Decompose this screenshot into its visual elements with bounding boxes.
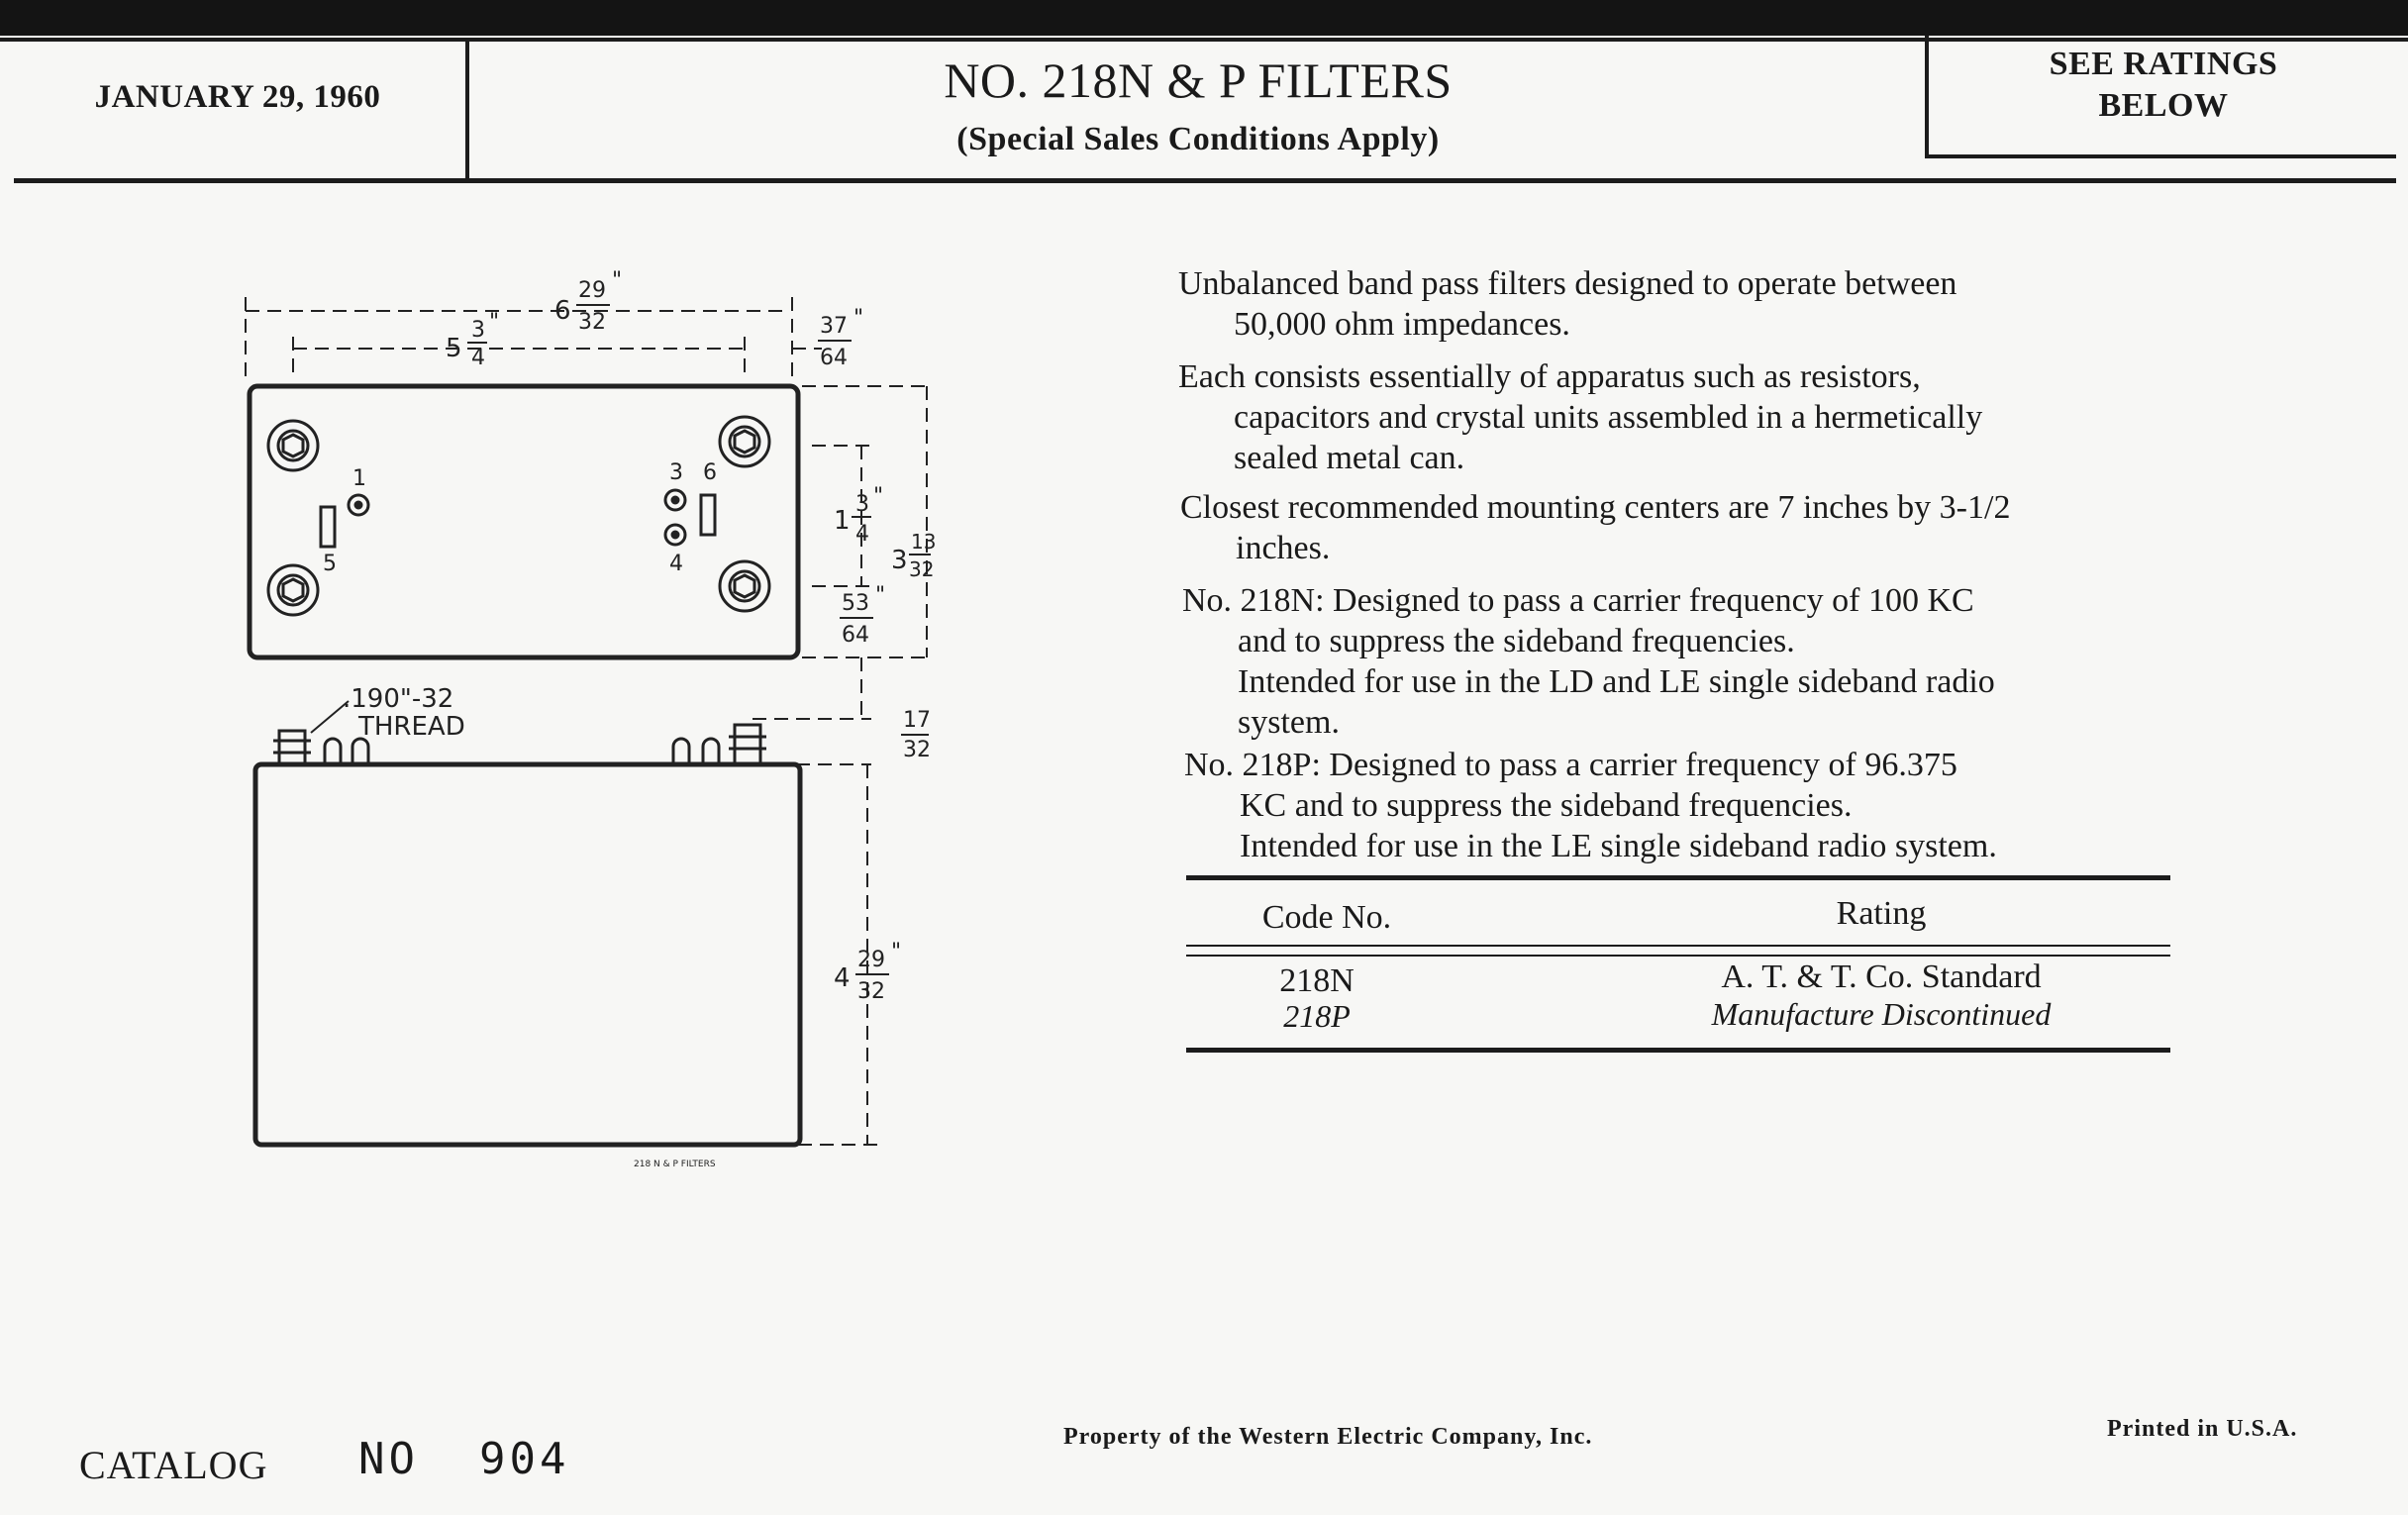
thread-leader xyxy=(311,701,349,733)
table-bottom-rule xyxy=(1186,1048,2170,1053)
mounting-stud-icon xyxy=(268,417,769,615)
desc-line: Intended for use in the LE single sideband radio system. xyxy=(1240,828,1997,864)
dim-overall-inch: " xyxy=(612,268,623,293)
dim-vspace-den: 4 xyxy=(855,522,869,547)
table-row-code: 218N xyxy=(1279,962,1354,999)
table-header-rule xyxy=(1186,945,2170,947)
desc-line: Each consists essentially of apparatus such as resistors, xyxy=(1178,358,1921,395)
table-row-rating: A. T. & T. Co. Standard xyxy=(1721,959,2042,995)
desc-line: Closest recommended mounting centers are 7 inches by 3-1/2 xyxy=(1180,489,2011,526)
desc-line: No. 218N: Designed to pass a carrier frequency of 100 KC xyxy=(1182,582,1974,619)
desc-line: KC and to suppress the sideband frequencies. xyxy=(1240,787,1853,824)
header-right-underline xyxy=(1925,154,2396,158)
terminal-label-4: 4 xyxy=(669,552,683,576)
dim-bottom-num: 53 xyxy=(842,591,869,616)
dim-edge-inch: " xyxy=(853,306,864,331)
table-row-code: 218P xyxy=(1283,998,1351,1034)
dim-height-den: 32 xyxy=(857,979,885,1004)
dim-overall-den: 32 xyxy=(578,310,606,335)
drawing-caption: 218 N & P FILTERS xyxy=(634,1160,716,1169)
dim-depth-num: 13 xyxy=(911,530,937,554)
desc-line: Intended for use in the LD and LE single sideband radio xyxy=(1238,663,1995,700)
table-header-code: Code No. xyxy=(1261,899,1392,936)
dim-height-inch: " xyxy=(891,940,902,964)
side-terminals xyxy=(273,725,766,764)
ratings-note xyxy=(1931,44,2396,127)
desc-line: and to suppress the sideband frequencies. xyxy=(1238,623,1795,659)
thread-label-line1: .190"-32 xyxy=(343,684,454,714)
dim-edge-den: 64 xyxy=(820,346,848,370)
ratings-note-line2: BELOW xyxy=(2098,87,2229,124)
dim-stud-num: 17 xyxy=(903,708,931,733)
description-p1 xyxy=(1178,263,1956,345)
dim-depth-den: 32 xyxy=(909,557,935,581)
dimension-lines xyxy=(246,297,931,1145)
table-row-rating: Manufacture Discontinued xyxy=(1711,996,2052,1032)
desc-line: capacitors and crystal units assembled in a hermetically xyxy=(1234,399,1983,436)
table-header-rule-2 xyxy=(1186,955,2170,957)
dim-bottom-inch: " xyxy=(875,583,886,608)
table-header-rating: Rating xyxy=(1836,895,1927,932)
dim-centers-whole: 5 xyxy=(446,334,462,363)
desc-line: sealed metal can. xyxy=(1234,440,1465,476)
dim-vspace-num: 3 xyxy=(855,492,869,517)
catalog-number: NO 904 xyxy=(358,1434,570,1484)
property-notice: Property of the Western Electric Company, Inc. xyxy=(1063,1424,1593,1450)
printed-notice: Printed in U.S.A. xyxy=(2107,1416,2298,1442)
dim-vspace-whole: 1 xyxy=(834,506,851,536)
desc-line: 50,000 ohm impedances. xyxy=(1234,306,1570,343)
header-divider-left xyxy=(465,38,469,178)
terminal-label-1: 1 xyxy=(352,466,366,491)
dim-vspace-inch: " xyxy=(873,484,884,509)
desc-line: system. xyxy=(1238,704,1340,741)
description-p2 xyxy=(1178,356,1982,478)
catalog-label: CATALOG xyxy=(79,1443,268,1487)
page-subtitle: (Special Sales Conditions Apply) xyxy=(956,121,1440,157)
header-divider-right xyxy=(1925,36,1929,158)
dim-bottom-den: 64 xyxy=(842,623,869,648)
desc-line: inches. xyxy=(1236,530,1331,566)
issue-date: JANUARY 29, 1960 xyxy=(94,79,381,115)
desc-line: No. 218P: Designed to pass a carrier frequency of 96.375 xyxy=(1184,747,1957,783)
dim-overall-whole: 6 xyxy=(554,296,571,326)
catalog-card xyxy=(0,36,2408,1515)
desc-line: Unbalanced band pass filters designed to operate between xyxy=(1178,265,1957,302)
terminal-label-5: 5 xyxy=(323,552,337,576)
terminal-label-3: 3 xyxy=(669,460,683,485)
terminal-icon xyxy=(321,490,715,547)
dim-edge-num: 37 xyxy=(820,314,848,339)
dim-centers-inch: " xyxy=(489,310,500,335)
filter-dimension-drawing xyxy=(218,248,937,1178)
table-top-rule xyxy=(1186,875,2170,880)
header-top-rule xyxy=(0,38,2408,42)
description-p3 xyxy=(1180,487,2010,568)
dim-centers-num: 3 xyxy=(471,318,485,343)
dim-height-whole: 4 xyxy=(834,963,851,993)
dim-overall-num: 29 xyxy=(578,278,606,303)
dim-stud-den: 32 xyxy=(903,738,931,762)
dim-height-num: 29 xyxy=(857,948,885,972)
header-bottom-rule xyxy=(14,178,2396,183)
ratings-note-line1: SEE RATINGS xyxy=(2049,46,2278,82)
dimension-labels xyxy=(343,268,936,1004)
dim-centers-den: 4 xyxy=(471,346,485,370)
dim-depth-whole: 3 xyxy=(891,546,908,575)
terminal-label-6: 6 xyxy=(703,460,717,485)
page-title: NO. 218N & P FILTERS xyxy=(944,52,1453,108)
description-p4 xyxy=(1182,580,1995,743)
thread-label-line2: THREAD xyxy=(358,712,465,742)
description-p5 xyxy=(1184,745,1997,866)
side-view-outline xyxy=(255,764,800,1145)
